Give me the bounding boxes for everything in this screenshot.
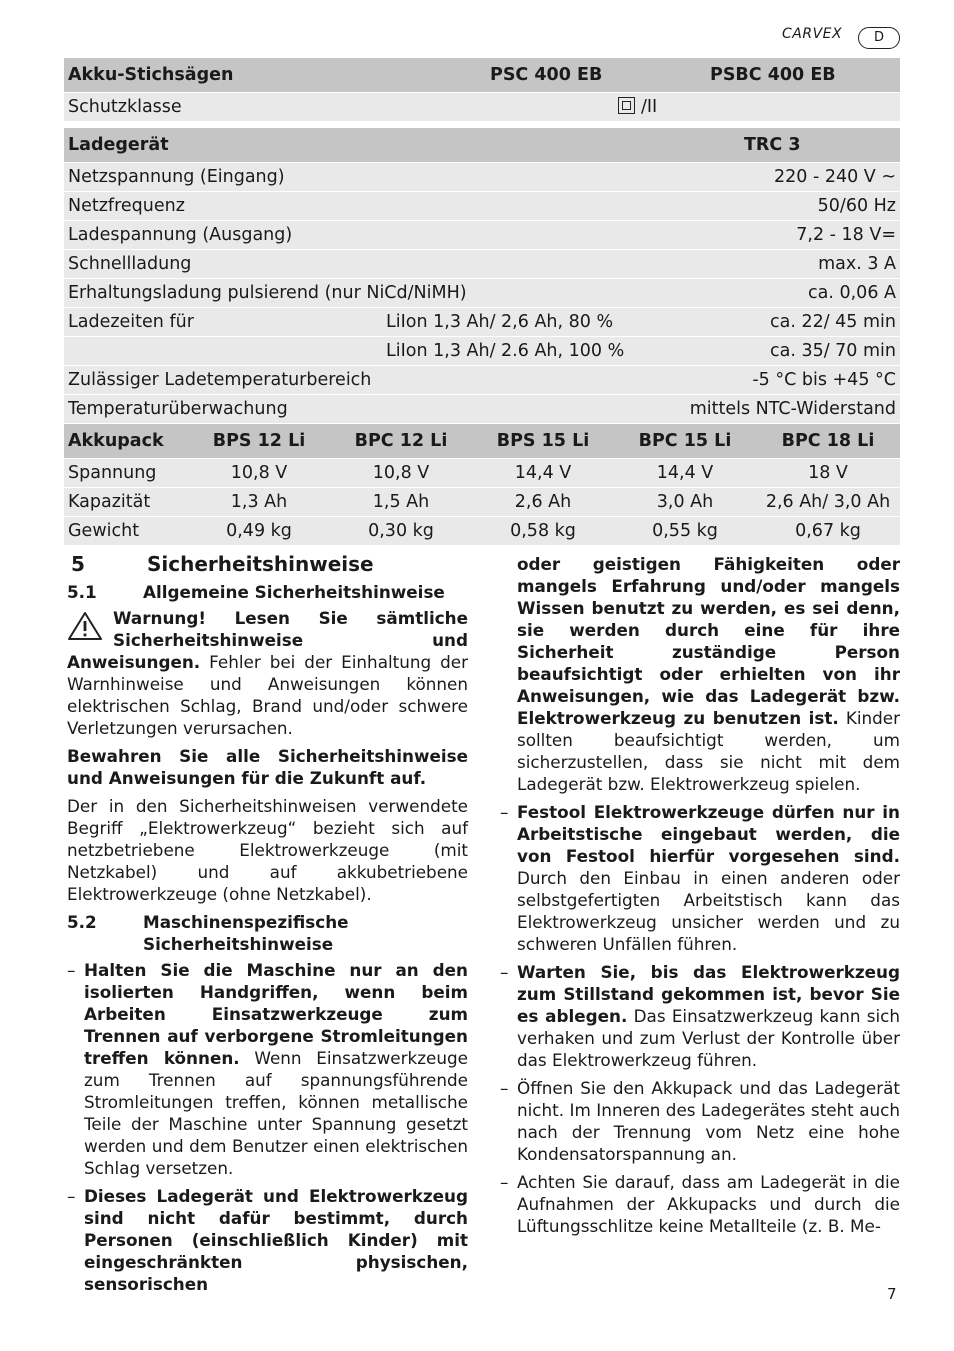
warning-paragraph — [67, 607, 468, 739]
list-item — [500, 961, 900, 1071]
keep-instructions-text: Bewahren Sie alle Sicherheitshinweise und Anweisungen für die Zukunft auf. — [67, 746, 468, 788]
table-header-cell: Akku-Stichsägen — [64, 58, 444, 93]
list-item-text: Das Einsatzwerkzeug kann sich verhaken und zum Verlust der Kontrolle über das Elektrowerkzeug führen. — [517, 1006, 901, 1070]
list-item-text: Kinder sollten beaufsichtigt werden, um sicherzustellen, dass sie nicht mit dem Ladegerät bzw. Elektrowerkzeug spielen. — [517, 708, 900, 794]
row-sub — [382, 192, 682, 221]
list-item-bold: oder geistigen Fähigkeiten oder mangels Erfahrung und/oder mangels Wissen benutzt zu werden, es sei denn, sie werden durch eine für ihre Sicherheit zuständige Person beaufsichtigt oder erhielten von ihr Anweisungen, wie das Ladegerät bzw. Elektrowerkzeug zu benutzen ist. — [517, 554, 900, 728]
charger-spec-table — [64, 128, 900, 424]
table-cell: 1,5 Ah — [330, 488, 472, 517]
row-value: 50/60 Hz — [682, 192, 900, 221]
table-header-cell: Ladegerät — [64, 128, 682, 163]
row-sub: LiIon 1,3 Ah/ 2.6 Ah, 100 % — [382, 337, 682, 366]
list-item: – Achten Sie darauf, dass am Ladegerät in die Aufnahmen der Akkupacks und durch die Lüftungsschlitze keine Metallteile (z. B. Me- — [500, 1171, 900, 1237]
list-item — [500, 801, 900, 955]
row-sub — [382, 221, 682, 250]
table-row — [64, 488, 900, 517]
brand-name: CARVEX — [782, 26, 843, 42]
table-cell — [641, 93, 900, 122]
table-cell: 0,30 kg — [330, 517, 472, 546]
table-row — [64, 221, 900, 250]
list-item — [67, 1185, 468, 1295]
table-cell: 3,0 Ah — [614, 488, 756, 517]
section-number: 5 — [71, 552, 85, 576]
table-row — [64, 308, 900, 337]
keep-instructions — [67, 745, 468, 789]
battery-spec-table — [64, 424, 900, 546]
row-sub: LiIon 1,3 Ah/ 2,6 Ah, 80 % — [382, 308, 682, 337]
table-header-cell: BPC 18 Li — [756, 424, 900, 459]
page-number: 7 — [887, 1285, 897, 1303]
row-label: Schnellladung — [64, 250, 382, 279]
table-header-cell: BPS 15 Li — [472, 424, 614, 459]
list-item-bold: Dieses Ladegerät und Elektrowerkzeug sind nicht dafür bestimmt, durch Personen (einschließlich Kinder) mit eingeschränkten physischen, sensorischen — [84, 1186, 468, 1294]
list-item-text: Wenn Einsatzwerkzeuge zum Trennen auf spannungsführende Stromleitungen treffen, können metallische Teile der Maschine unter Spannung gesetzt werden und dem Benutzer einen elektrischen Schlag versetzen. — [84, 1048, 468, 1178]
warning-triangle-icon — [67, 611, 103, 641]
subsection-title: Allgemeine Sicherheitshinweise — [143, 582, 445, 602]
row-sub — [382, 250, 682, 279]
warning-text: Fehler bei der Einhaltung der Warnhinweise und Anweisungen können elektrischen Schlag, Brand und/oder schwere Verletzungen verursachen. — [67, 652, 468, 738]
subsection-number: 5.1 — [67, 582, 97, 602]
row-value: ca. 0,06 A — [682, 279, 900, 308]
table-cell: 10,8 V — [330, 459, 472, 488]
table-header-cell: TRC 3 — [682, 128, 900, 163]
list-item-continued — [500, 553, 900, 795]
table-row — [64, 192, 900, 221]
table-row — [64, 93, 900, 122]
table-cell: 0,55 kg — [614, 517, 756, 546]
table-header-cell: PSBC 400 EB — [664, 58, 900, 93]
list-item: – Öffnen Sie den Akkupack und das Ladegerät nicht. Im Inneren des Ladegerätes steht auch nach der Trennung vom Netz eine hohe Kondensatorspannung an. — [500, 1077, 900, 1165]
table-header-row — [64, 424, 900, 459]
row-label: Netzspannung (Eingang) — [64, 163, 382, 192]
row-label: Ladezeiten für — [64, 308, 382, 337]
language-badge: D — [858, 27, 900, 49]
section-heading — [67, 553, 468, 575]
table-cell: 0,67 kg — [756, 517, 900, 546]
list-item-text: Durch den Einbau in einen anderen oder selbstgefertigten Arbeitstisch kann das Elektrowerkzeug unsicher werden und zu schweren Unfällen führen. — [517, 868, 900, 954]
row-label: Schutzklasse — [64, 93, 444, 122]
table-row — [64, 395, 900, 424]
row-label: Erhaltungsladung pulsierend (nur NiCd/NiMH) — [64, 279, 682, 308]
row-label: Ladespannung (Ausgang) — [64, 221, 382, 250]
table-row — [64, 279, 900, 308]
row-label — [64, 337, 382, 366]
table-row — [64, 163, 900, 192]
subsection-title: Maschinenspezifische Sicherheitshinweise — [143, 912, 349, 954]
list-item-bold: Warten Sie, bis das Elektrowerkzeug zum Stillstand gekommen ist, bevor Sie es ablegen. — [517, 962, 900, 1026]
section-title: Sicherheitshinweise — [147, 552, 374, 576]
row-label: Zulässiger Ladetemperaturbereich — [64, 366, 682, 395]
table-row — [64, 366, 900, 395]
table-header-cell: Akkupack — [64, 424, 188, 459]
table-row — [64, 337, 900, 366]
table-cell: 1,3 Ah — [188, 488, 330, 517]
table-header-cell: BPC 15 Li — [614, 424, 756, 459]
saw-spec-table — [64, 58, 900, 122]
table-cell: 10,8 V — [188, 459, 330, 488]
list-item-bold: Halten Sie die Maschine nur an den isolierten Handgriffen, wenn beim Arbeiten Einsatzwerkzeuge zum Trennen auf verborgene Stromleitungen treffen können. — [84, 960, 468, 1068]
table-cell: 0,58 kg — [472, 517, 614, 546]
row-label: Spannung — [64, 459, 188, 488]
row-value: 220 - 240 V ~ — [682, 163, 900, 192]
list-item — [67, 959, 468, 1179]
subsection-heading — [67, 911, 468, 955]
term-paragraph: Der in den Sicherheitshinweisen verwendete Begriff „Elektrowerkzeug“ bezieht sich auf netzbetriebene Elektrowerkzeuge (mit Netzkabel) und auf akkubetriebene Elektrowerkzeuge (ohne Netzkabel). — [67, 796, 468, 904]
table-header-cell: BPC 12 Li — [330, 424, 472, 459]
safety-list — [67, 959, 468, 1295]
row-value: ca. 22/ 45 min — [682, 308, 900, 337]
subsection-heading — [67, 581, 468, 603]
table-header-cell: PSC 400 EB — [444, 58, 664, 93]
row-label: Gewicht — [64, 517, 188, 546]
protection-class-value: /II — [641, 97, 658, 117]
table-header-row — [64, 128, 900, 163]
row-sub — [382, 163, 682, 192]
table-cell: 14,4 V — [614, 459, 756, 488]
table-row — [64, 517, 900, 546]
row-value: mittels NTC-Widerstand — [682, 395, 900, 424]
table-row — [64, 250, 900, 279]
row-value: 7,2 - 18 V= — [682, 221, 900, 250]
row-value: ca. 35/ 70 min — [682, 337, 900, 366]
subsection-number: 5.2 — [67, 912, 97, 932]
row-value: max. 3 A — [682, 250, 900, 279]
protection-class-icon — [618, 97, 635, 114]
table-cell: 0,49 kg — [188, 517, 330, 546]
row-value: -5 °C bis +45 °C — [682, 366, 900, 395]
table-cell: 14,4 V — [472, 459, 614, 488]
row-label: Netzfrequenz — [64, 192, 382, 221]
table-cell: 18 V — [756, 459, 900, 488]
row-label: Kapazität — [64, 488, 188, 517]
warning-bold-text: Warnung! Lesen Sie sämtliche Sicherheitshinweise und Anweisungen. — [67, 608, 468, 672]
left-text-column — [67, 553, 468, 1301]
table-cell: 2,6 Ah/ 3,0 Ah — [756, 488, 900, 517]
list-item-bold: Festool Elektrowerkzeuge dürfen nur in Arbeitstische eingebaut werden, die von Festool hierfür vorgesehen sind. — [517, 802, 900, 866]
safety-list-continued — [500, 553, 900, 1237]
table-row — [64, 459, 900, 488]
table-header-cell: BPS 12 Li — [188, 424, 330, 459]
right-text-column — [500, 553, 900, 1243]
table-cell: 2,6 Ah — [472, 488, 614, 517]
row-label: Temperaturüberwachung — [64, 395, 682, 424]
table-header-row — [64, 58, 900, 93]
